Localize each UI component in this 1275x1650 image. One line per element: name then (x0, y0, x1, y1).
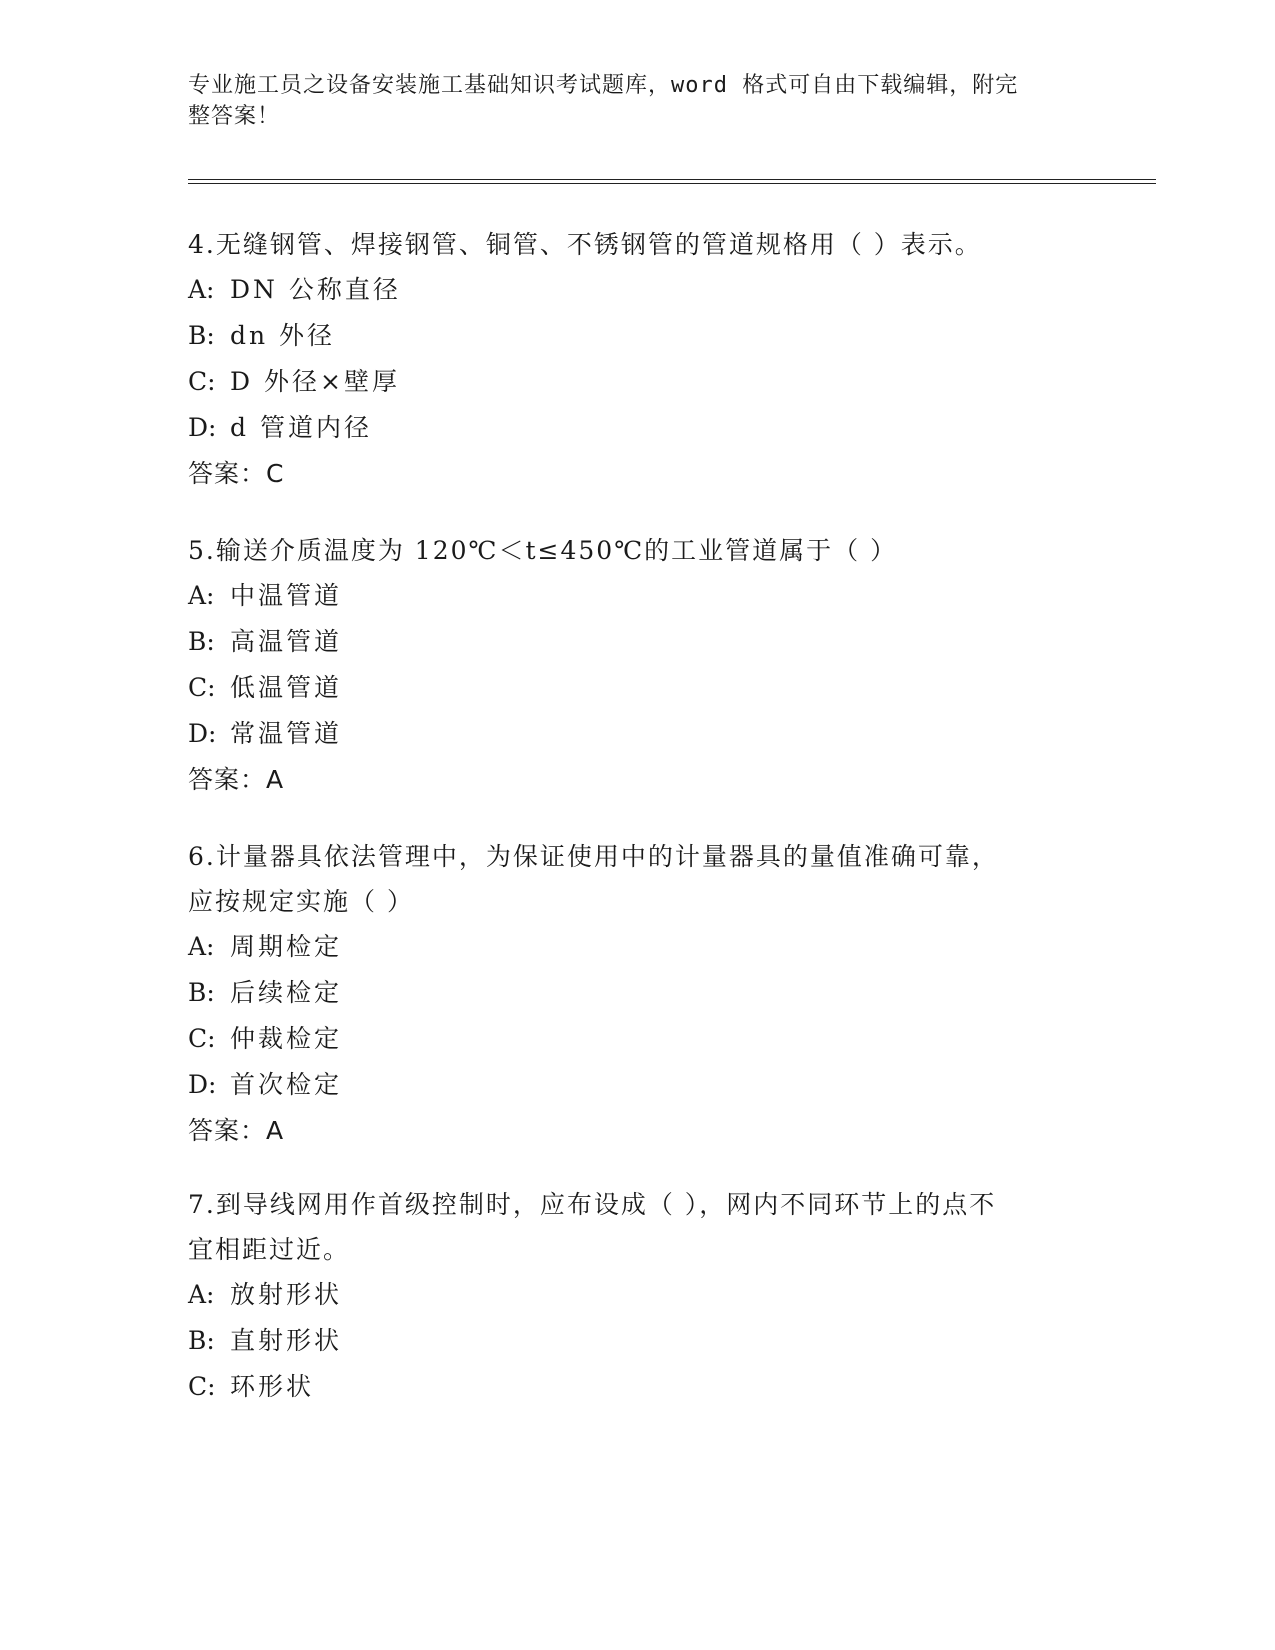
option-text: 常温管道 (230, 719, 343, 748)
header-divider-top (188, 179, 1156, 180)
option-letter: A: (188, 275, 215, 304)
option-letter: B: (188, 978, 215, 1007)
header-line-1: 专业施工员之设备安装施工基础知识考试题库，word 格式可自由下载编辑，附完 (188, 73, 1019, 98)
option-b (188, 619, 1088, 665)
option-letter: A: (188, 1280, 215, 1309)
option-text: 周期检定 (230, 932, 343, 961)
answer-line: 答案：A (188, 765, 285, 794)
option-a (188, 573, 1088, 619)
option-letter: B: (188, 627, 215, 656)
option-c (188, 1016, 1088, 1062)
question-stem-continued: 应按规定实施（ ） (188, 887, 414, 916)
answer-line: 答案：A (188, 1116, 285, 1145)
header-divider-bottom (188, 183, 1156, 184)
option-letter: C: (188, 1024, 216, 1053)
option-text: 低温管道 (230, 673, 343, 702)
question-7 (188, 1182, 1088, 1410)
question-stem: 7.到导线网用作首级控制时，应布设成（ ），网内不同环节上的点不 (188, 1190, 997, 1219)
header-line-2: 整答案！ (188, 104, 281, 129)
option-text: DN 公称直径 (230, 275, 401, 304)
option-text: 后续检定 (230, 978, 343, 1007)
answer-line: 答案：C (188, 459, 285, 488)
question-stem: 4.无缝钢管、焊接钢管、铜管、不锈钢管的管道规格用（ ）表示。 (188, 230, 982, 259)
option-letter: C: (188, 673, 216, 702)
question-stem-continued: 宜相距过近。 (188, 1235, 351, 1264)
option-a (188, 1272, 1088, 1318)
document-header (188, 70, 1068, 132)
option-letter: B: (188, 321, 215, 350)
option-b (188, 970, 1088, 1016)
option-d (188, 711, 1088, 757)
option-letter: B: (188, 1326, 215, 1355)
option-text: 放射形状 (230, 1280, 343, 1309)
option-text: 高温管道 (230, 627, 343, 656)
option-c (188, 1364, 1088, 1410)
option-c (188, 665, 1088, 711)
option-text: 仲裁检定 (230, 1024, 343, 1053)
option-text: 首次检定 (230, 1070, 343, 1099)
option-text: 环形状 (230, 1372, 315, 1401)
question-stem: 6.计量器具依法管理中，为保证使用中的计量器具的量值准确可靠， (188, 842, 999, 871)
option-letter: D: (188, 1070, 217, 1099)
option-letter: C: (188, 367, 216, 396)
option-letter: C: (188, 1372, 216, 1401)
question-5 (188, 528, 1088, 803)
option-letter: D: (188, 413, 217, 442)
option-text: 直射形状 (230, 1326, 343, 1355)
option-letter: D: (188, 719, 217, 748)
question-stem: 5.输送介质温度为 120℃＜t≤450℃的工业管道属于（ ） (188, 536, 898, 565)
option-text: dn 外径 (230, 321, 336, 350)
option-b (188, 313, 1088, 359)
option-a (188, 267, 1088, 313)
option-letter: A: (188, 932, 215, 961)
question-6 (188, 834, 1088, 1154)
option-text: D 外径×壁厚 (230, 367, 400, 396)
option-b (188, 1318, 1088, 1364)
option-text: d 管道内径 (230, 413, 372, 442)
option-text: 中温管道 (230, 581, 343, 610)
option-a (188, 924, 1088, 970)
option-d (188, 405, 1088, 451)
question-4 (188, 222, 1088, 497)
option-c (188, 359, 1088, 405)
option-d (188, 1062, 1088, 1108)
option-letter: A: (188, 581, 215, 610)
